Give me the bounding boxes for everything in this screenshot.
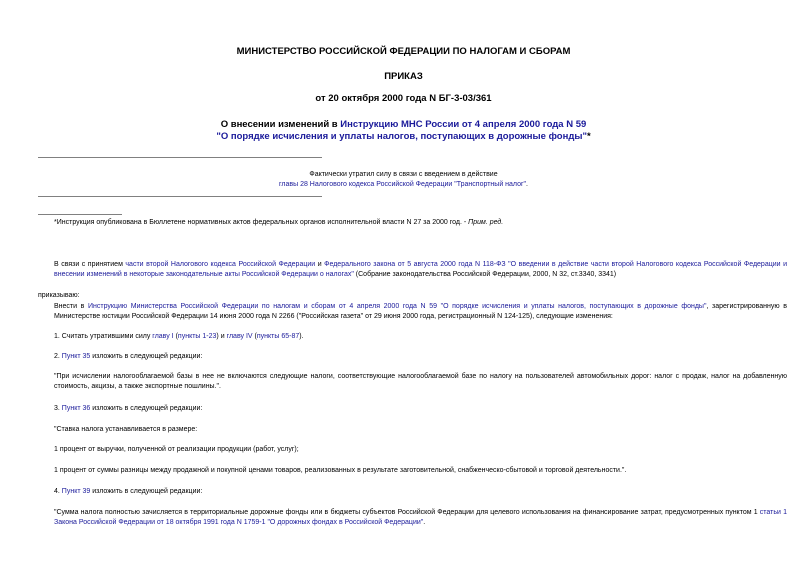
orders-line: приказываю: <box>38 292 80 299</box>
item-1-text-a: 1. Считать утратившими силу <box>54 333 153 340</box>
status-note-text: Фактически утратил силу в связи с введением в действие <box>309 171 498 178</box>
intro-text-a: Внести в <box>54 303 88 310</box>
title-instruction-link[interactable]: Инструкцию МНС России от 4 апреля 2000 года N 59 <box>340 119 587 130</box>
federal-law-118-link[interactable]: Федерального закона от 5 августа 2000 года N 118-ФЗ "О введении в действие части второй Налогового кодекса Российской Федерации и внесении изменений в некоторые законодательные акты Российской Федерации о налогах" <box>54 261 787 278</box>
item-3-text-a: 3. <box>54 405 62 412</box>
item-1 <box>38 332 787 342</box>
doc-type-heading: ПРИКАЗ <box>384 71 423 82</box>
item-1-text-e: ). <box>299 333 304 340</box>
status-note-suffix: . <box>526 181 528 188</box>
item-2-text-a: 2. <box>54 353 62 360</box>
item-4-quote-text-b: . <box>423 519 426 526</box>
intro-paragraph <box>38 302 787 322</box>
item-2-text-b: изложить в следующей редакции: <box>90 353 203 360</box>
points-65-87-link[interactable]: пункты 65-87 <box>256 333 300 340</box>
document-title <box>0 119 807 143</box>
item-4-quote-text-a: "Сумма налога полностью зачисляется в территориальные дорожные фонды или в бюджеты субъектов Российской Федерации для целевого использования на финансирование затрат, предусмотренных пунктом 1 <box>54 509 760 516</box>
title-prefix: О внесении изменений в <box>220 119 341 130</box>
separator-status <box>38 196 322 197</box>
item-4-text-b: изложить в следующей редакции: <box>90 488 203 495</box>
separator-top <box>38 157 322 158</box>
item-3-quote-2: 1 процент от выручки, полученной от реализации продукции (работ, услуг); <box>54 446 299 453</box>
item-3-text-b: изложить в следующей редакции: <box>90 405 203 412</box>
doc-date-number: от 20 октября 2000 года N БГ-3-03/361 <box>315 93 492 104</box>
preamble-text-b: и <box>315 261 325 268</box>
road-funds-law-link[interactable]: статьи 1 Закона Российской Федерации от 18 октября 1991 года N 1759-1 "О дорожных фондах в Российской Федерации" <box>54 509 788 526</box>
item-1-text-c: ) и <box>216 333 227 340</box>
item-1-text-d: ( <box>252 333 257 340</box>
item-4-quote <box>38 508 787 528</box>
status-note <box>0 170 807 190</box>
intro-text-b: , зарегистрированную в Министерстве юстиции Российской Федерации 14 июня 2000 года N 2266 ("Российская газета" от 29 июня 2000 года, регистрационный N 124-125), следующие изменения: <box>54 303 787 320</box>
point-35-link[interactable]: Пункт 35 <box>61 353 91 360</box>
instruction-59-link[interactable]: Инструкцию Министерства Российской Федерации по налогам и сборам от 4 апреля 2000 года N 59 "О порядке исчисления и уплаты налогов, поступающих в дорожные фонды" <box>87 303 707 310</box>
footnote-editor-note: Прим. ред. <box>468 219 504 226</box>
item-4-text-a: 4. <box>54 488 62 495</box>
item-4 <box>38 487 787 497</box>
point-39-link[interactable]: Пункт 39 <box>61 488 91 495</box>
chapter-1-link[interactable]: главу I <box>152 333 174 340</box>
title-footnote-mark: * <box>586 131 591 142</box>
preamble-text-a: В связи с принятием <box>54 261 126 268</box>
point-36-link[interactable]: Пункт 36 <box>61 405 91 412</box>
item-3-quote-1: "Ставка налога устанавливается в размере: <box>54 426 198 433</box>
preamble-text-c: (Собрание законодательства Российской Федерации, 2000, N 32, ст.3340, 3341) <box>353 271 617 278</box>
title-subject-link[interactable]: "О порядке исчисления и уплаты налогов, поступающих в дорожные фонды" <box>216 131 587 142</box>
ministry-heading: МИНИСТЕРСТВО РОССИЙСКОЙ ФЕДЕРАЦИИ ПО НАЛОГАМ И СБОРАМ <box>236 46 571 57</box>
item-2-quote: "При исчислении налогооблагаемой базы в нее не включаются следующие налоги, соответствующие налогооблагаемой базе по налогу на пользователей автомобильных дорог: налог с продаж, налог на добавленную стоимость, акцизы, а также экспортные пошлины.". <box>54 373 787 390</box>
chapter-4-link[interactable]: главу IV <box>226 333 253 340</box>
preamble-paragraph <box>38 260 787 280</box>
status-note-link[interactable]: главы 28 Налогового кодекса Российской Федерации "Транспортный налог" <box>279 181 527 188</box>
footnote-text: *Инструкция опубликована в Бюллетене нормативных актов федеральных органов исполнительной власти N 27 за 2000 год. - <box>54 219 469 226</box>
item-1-text-b: ( <box>173 333 178 340</box>
footnote <box>38 218 787 228</box>
points-1-23-link[interactable]: пункты 1-23 <box>177 333 217 340</box>
footnote-separator <box>38 214 122 215</box>
item-3-quote-3: 1 процент от суммы разницы между продажной и покупной ценами товаров, реализованных в результате заготовительной, снабженческо-сбытовой и торговой деятельности.". <box>54 467 627 474</box>
item-3 <box>38 404 787 414</box>
item-2 <box>38 352 787 362</box>
tax-code-part2-link[interactable]: части второй Налогового кодекса Российской Федерации <box>125 261 316 268</box>
